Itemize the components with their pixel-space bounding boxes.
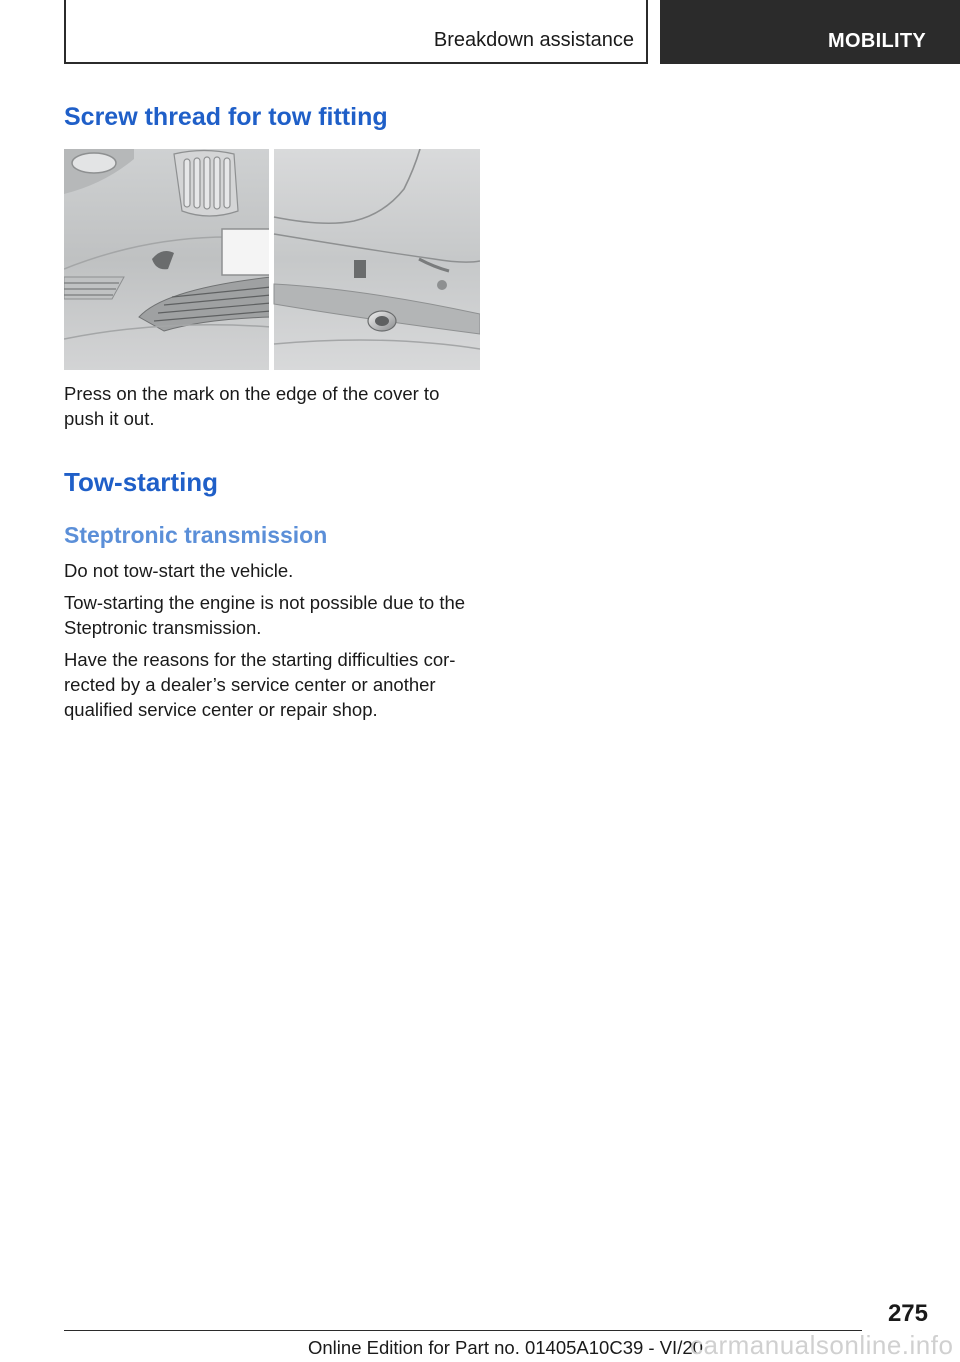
heading-screw-thread: Screw thread for tow fitting xyxy=(64,103,388,131)
footer-edition: Online Edition for Part no. 01405A10C39 - VI/20 xyxy=(308,1337,703,1358)
header-chapter-title: MOBILITY xyxy=(828,30,926,52)
page-number: 275 xyxy=(887,1300,928,1327)
header-chapter-box xyxy=(660,0,960,64)
heading-steptronic: Steptronic transmission xyxy=(64,522,328,548)
watermark: carmanualsonline.info xyxy=(690,1330,954,1360)
header-section-title: Breakdown assistance xyxy=(433,29,634,51)
header-section-box xyxy=(64,0,648,64)
paragraph-dealer-service: Have the reasons for the starting difficulties cor‐ rected by a dealer’s service center or another qualified service center or repair shop. xyxy=(64,649,456,720)
paragraph-cover-instruction: Press on the mark on the edge of the cover to push it out. xyxy=(64,383,440,429)
heading-tow-starting: Tow-starting xyxy=(64,467,219,497)
paragraph-not-possible: Tow-starting the engine is not possible due to the Steptronic transmission. xyxy=(64,592,466,638)
paragraph-no-tow-start: Do not tow-start the vehicle. xyxy=(64,560,294,581)
tow-fitting-illustration xyxy=(64,149,480,370)
